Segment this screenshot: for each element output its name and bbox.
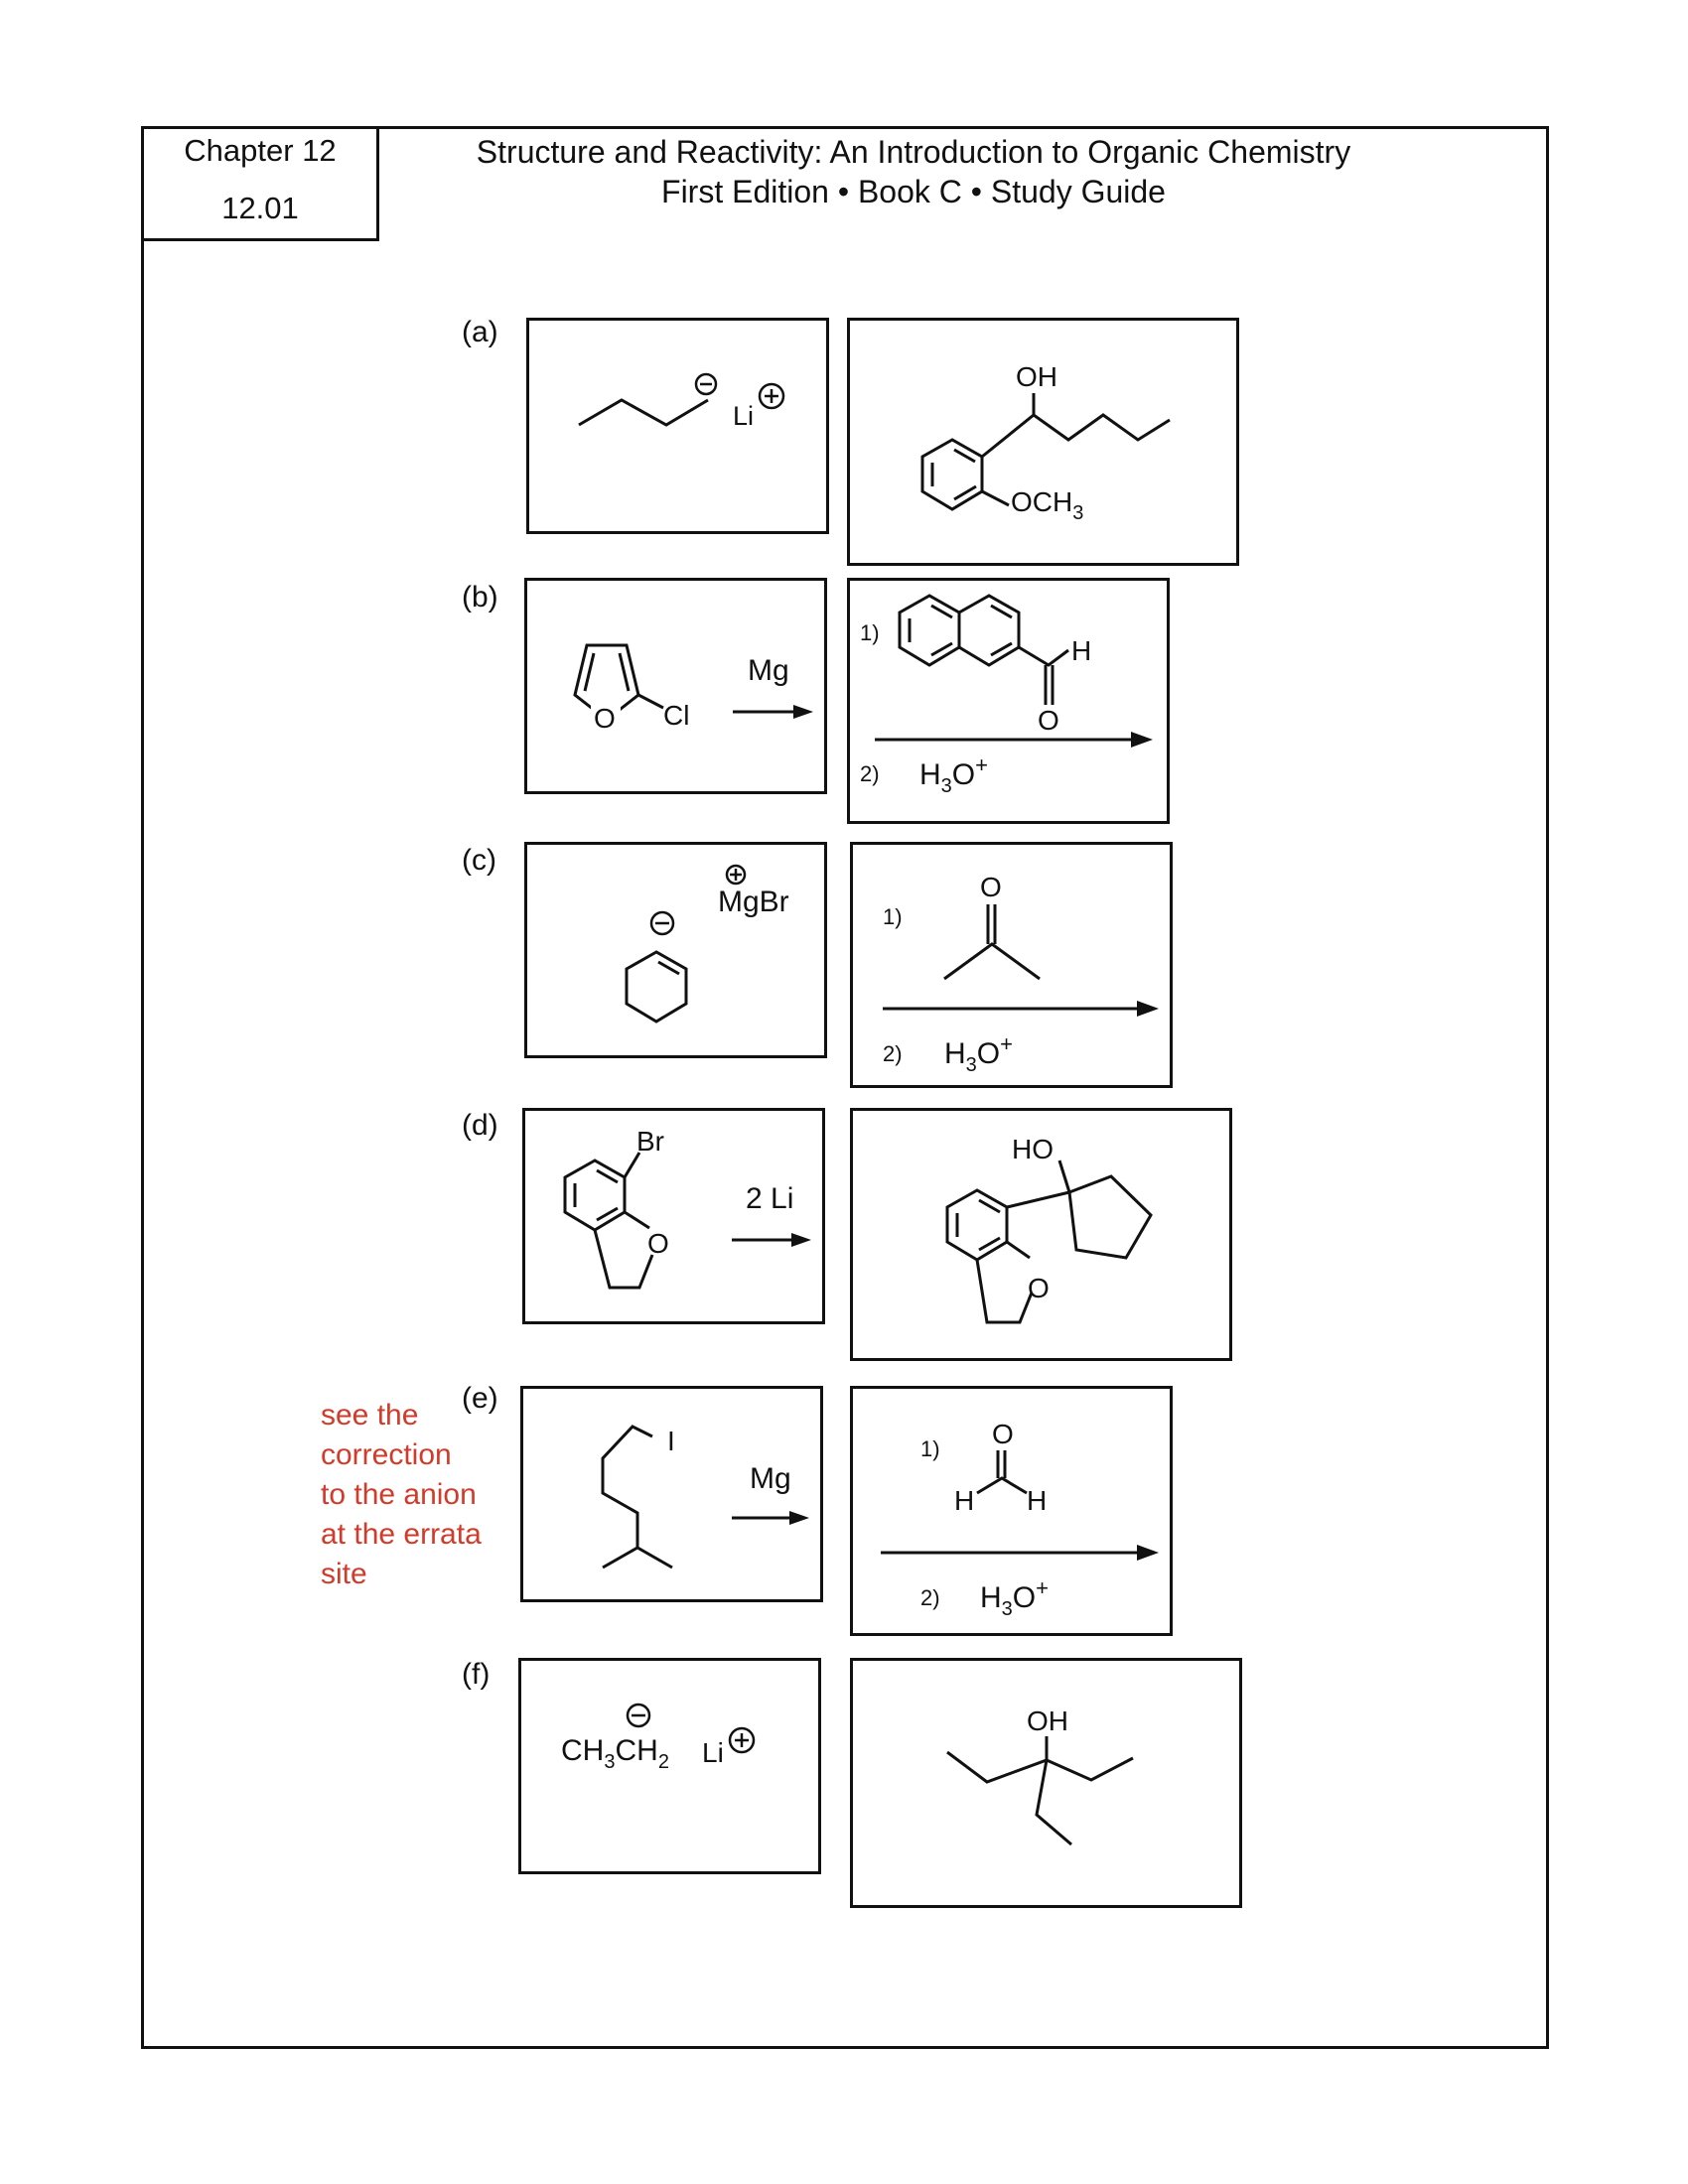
product-box-d — [850, 1108, 1232, 1361]
ethyllithium-structure — [521, 1661, 824, 1877]
iodoalkane-structure — [523, 1389, 826, 1605]
h3o-label: $H_3O^+$ — [919, 752, 988, 797]
conditions-box-b — [847, 578, 1170, 824]
label-f: (f) — [462, 1658, 491, 1691]
chlorofuran-structure — [527, 581, 830, 797]
li-label: Li — [733, 401, 755, 431]
label-b: (b) — [462, 581, 498, 614]
form-o: O — [992, 1419, 1014, 1449]
cyclohexenyl-grignard-structure — [527, 845, 830, 1061]
page-frame — [141, 126, 1549, 2049]
triethylcarbinol-structure — [853, 1661, 1245, 1911]
ketone-o: O — [980, 872, 1002, 902]
reagent-box-f — [518, 1658, 821, 1874]
iodine-label: I — [667, 1426, 675, 1456]
product-box-a — [847, 318, 1239, 566]
step2-label: 2) — [883, 1041, 903, 1066]
chapter-label: Chapter 12 — [184, 133, 337, 168]
product-box-f — [850, 1658, 1242, 1908]
form-h1: H — [954, 1485, 975, 1516]
step1-label: 1) — [883, 904, 903, 929]
errata-note — [321, 1396, 482, 1594]
bromo-dihydrobenzofuran-structure — [525, 1111, 828, 1327]
h3o-label: $H_3O^+$ — [944, 1031, 1013, 1076]
aryl-alcohol-structure — [850, 321, 1242, 569]
ring-o: O — [647, 1228, 669, 1259]
cyclopentanol-benzofuran-structure — [853, 1111, 1235, 1364]
oh-label: OH — [1027, 1706, 1068, 1736]
step2-label: 2) — [860, 761, 880, 786]
reagent-box-d — [522, 1108, 825, 1324]
label-e: (e) — [462, 1382, 498, 1415]
reagent-box-a — [526, 318, 829, 534]
cl-label: Cl — [663, 700, 690, 731]
book-title: Structure and Reactivity: An Introduction to Organic Chemistry — [476, 134, 1351, 170]
step1-label: 1) — [920, 1436, 940, 1461]
step2-label: 2) — [920, 1585, 940, 1610]
book-subtitle: First Edition • Book C • Study Guide — [661, 174, 1166, 209]
conditions-box-e — [850, 1386, 1173, 1636]
ald-o: O — [1038, 705, 1059, 736]
och3-label: $OCH_3$ — [1011, 486, 1084, 524]
formaldehyde-conditions — [853, 1389, 1176, 1639]
ho-label: HO — [1012, 1134, 1054, 1164]
note-line: see the — [321, 1399, 419, 1432]
label-d: (d) — [462, 1109, 498, 1142]
two-li-label: 2 Li — [746, 1182, 794, 1215]
mg-label: Mg — [748, 654, 789, 687]
note-line: site — [321, 1558, 367, 1590]
mgbr-label: MgBr — [718, 886, 789, 918]
note-line: to the anion — [321, 1478, 477, 1511]
butyllithium-structure — [529, 321, 832, 537]
furan-o: O — [594, 703, 616, 734]
h3o-label: $H_3O^+$ — [980, 1575, 1049, 1620]
reagent-box-c — [524, 842, 827, 1058]
label-c: (c) — [462, 844, 496, 877]
li-label: Li — [702, 1737, 724, 1768]
br-label: Br — [636, 1126, 664, 1157]
label-a: (a) — [462, 316, 498, 348]
note-line: at the errata — [321, 1518, 482, 1551]
chapter-box — [141, 126, 379, 241]
ring-o: O — [1028, 1273, 1050, 1303]
step1-label: 1) — [860, 620, 880, 645]
conditions-box-c — [850, 842, 1173, 1088]
acetone-conditions — [853, 845, 1176, 1091]
reagent-box-e — [520, 1386, 823, 1602]
note-line: correction — [321, 1438, 452, 1471]
mg-label: Mg — [750, 1462, 791, 1495]
reagent-box-b — [524, 578, 827, 794]
section-number: 12.01 — [221, 191, 299, 225]
ald-h: H — [1071, 635, 1092, 666]
ethyl-label: $CH_3CH_2$ — [561, 1734, 669, 1773]
form-h2: H — [1027, 1485, 1048, 1516]
naphthaldehyde-conditions — [850, 581, 1173, 827]
oh-label: OH — [1016, 361, 1057, 392]
